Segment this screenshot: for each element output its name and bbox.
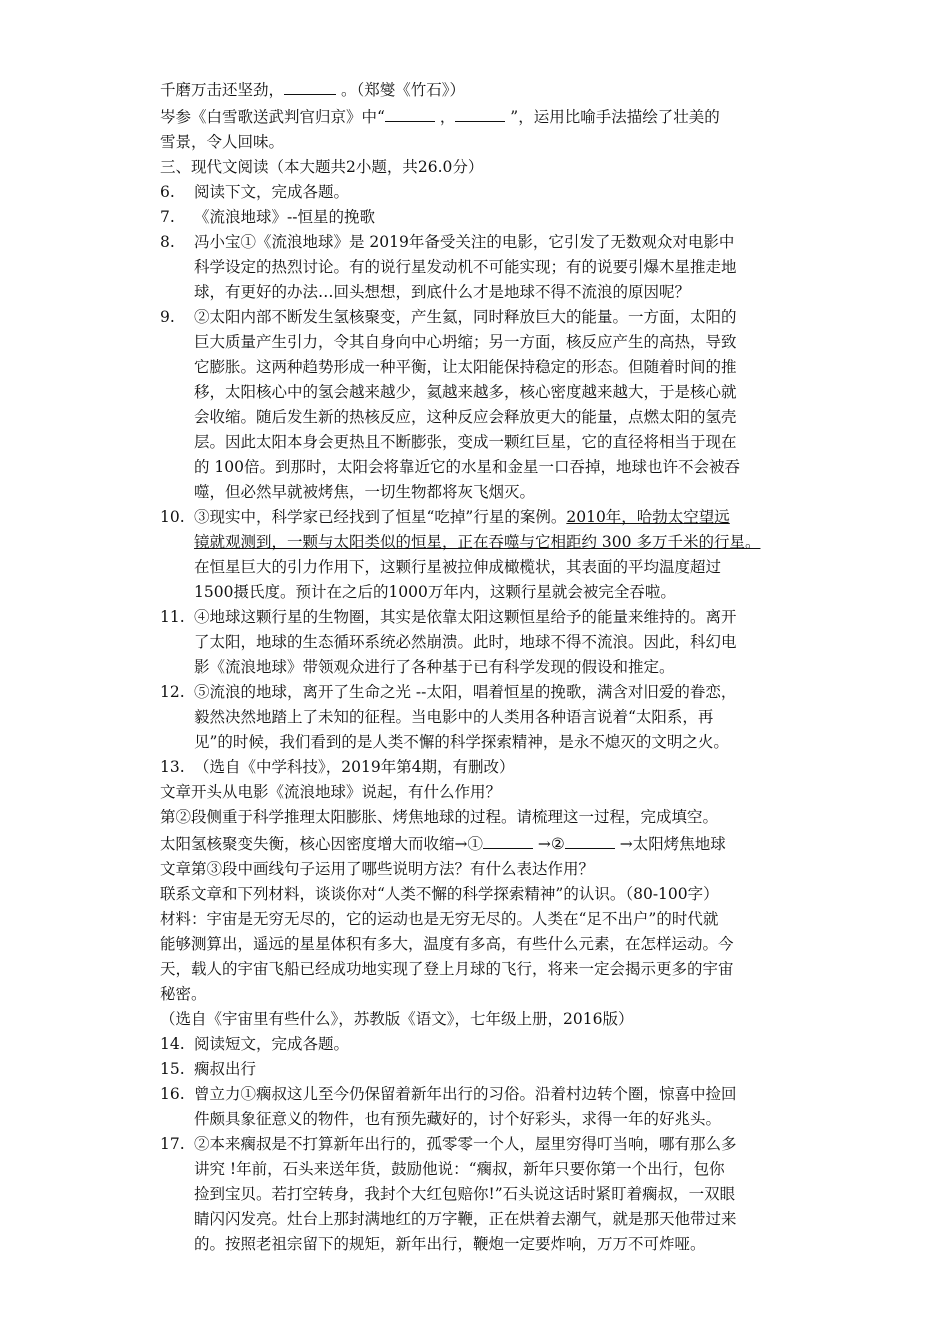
text: ”，运用比喻手法描绘了壮美的 [505, 108, 720, 126]
numbered-item [160, 605, 800, 680]
item-line: 曾立力①瘸叔这儿至今仍保留着新年出行的习俗。沿着村边转个圈，惊喜中捡回 [194, 1085, 737, 1103]
text: 。（郑燮《竹石》） [336, 81, 465, 99]
item-body [194, 680, 800, 755]
item-line: 捡到宝贝。若打空转身，我封个大红包赔你!”石头说这话时紧盯着瘸叔，一双眼 [194, 1185, 736, 1203]
numbered-item [160, 1132, 800, 1257]
text: 岑参《白雪歌送武判官归京》中“ [160, 108, 385, 126]
item-body [194, 755, 800, 780]
item-body [194, 1082, 800, 1132]
item-line: 讲究 !年前，石头来送年货，鼓励他说：“瘸叔，新年只要你第一个出行，包你 [194, 1160, 725, 1178]
item-line: 的。按照老祖宗留下的规矩，新年出行，鞭炮一定要炸响，万万不可炸哑。 [194, 1235, 706, 1253]
question-line: （选自《宇宙里有些什么》，苏教版《语文》，七年级上册，2016版） [160, 1010, 634, 1028]
fill-line [160, 830, 800, 857]
item-number: 8. [160, 233, 175, 251]
item-number: 16. [160, 1085, 185, 1103]
item-line: 见”的时候，我们看到的是人类不懈的科学探索精神，是永不熄灭的文明之火。 [194, 733, 729, 751]
item-line: 影《流浪地球》带领观众进行了各种基于已有科学发现的假设和推定。 [194, 658, 675, 676]
text: ③现实中，科学家已经找到了恒星“吃掉”行星的案例。 [194, 508, 567, 526]
question-line: 秘密。 [160, 985, 207, 1003]
poem-line-1 [160, 76, 800, 103]
item-line: 了太阳，地球的生态循环系统必然崩溃。此时，地球不得不流浪。因此，科幻电 [194, 633, 737, 651]
question-line: 材料：宇宙是无穷无尽的，它的运动也是无穷无尽的。人类在“足不出户”的时代就 [160, 910, 719, 928]
item-line: 睛闪闪发亮。灶台上那封满地红的万字鞭，正在烘着去潮气，就是那天他带过来 [194, 1210, 737, 1228]
document-page [160, 76, 800, 1257]
item-line [194, 505, 800, 530]
item-body [194, 1032, 800, 1057]
item-number: 6. [160, 183, 175, 201]
underlined-sentence: 镜就观测到，一颗与太阳类似的恒星，正在吞噬与它相距约 300 多万千米的行星。 [194, 533, 761, 551]
numbered-item [160, 1032, 800, 1057]
item-number: 12. [160, 683, 185, 701]
item-body [194, 305, 800, 505]
item-line: 瘸叔出行 [194, 1060, 257, 1078]
item-line: 阅读短文，完成各题。 [194, 1035, 350, 1053]
item-line: 的 100倍。到那时，太阳会将靠近它的水星和金星一口吞掉，地球也许不会被吞 [194, 458, 741, 476]
item-line: （选自《中学科技》，2019年第4期，有删改） [194, 758, 515, 776]
poem-line-2 [160, 103, 800, 130]
item-number: 9. [160, 308, 175, 326]
question-line: 能够测算出，遥远的星星体积有多大，温度有多高，有些什么元素，在怎样运动。今 [160, 935, 734, 953]
numbered-item [160, 205, 800, 230]
item-line: 会收缩。随后发生新的热核反应，这种反应会释放更大的能量，点燃太阳的氢壳 [194, 408, 737, 426]
question-2: 第②段侧重于科学推理太阳膨胀、烤焦地球的过程。请梳理这一过程，完成填空。 [160, 808, 719, 826]
item-body [194, 1057, 800, 1082]
item-line: ④地球这颗行星的生物圈，其实是依靠太阳这颗恒星给予的能量来维持的。离开 [194, 608, 737, 626]
item-line: 噬，但必然早就被烤焦，一切生物都将灰飞烟灭。 [194, 483, 536, 501]
item-line: 1500摄氏度。预计在之后的1000万年内，这颗行星就会被完全吞啦。 [194, 583, 676, 601]
item-number: 15. [160, 1060, 185, 1078]
answer-blank[interactable] [284, 76, 336, 95]
section-heading: 三、现代文阅读（本大题共2小题，共26.0分） [160, 158, 484, 176]
item-line: 它膨胀。这两种趋势形成一种平衡，让太阳能保持稳定的形态。但随着时间的推 [194, 358, 737, 376]
item-line: 移，太阳核心中的氢会越来越少，氦越来越多，核心密度越来越大，于是核心就 [194, 383, 737, 401]
item-number: 11. [160, 608, 185, 626]
item-body [194, 605, 800, 680]
poem-line-3: 雪景，令人回味。 [160, 133, 285, 151]
numbered-item [160, 305, 800, 505]
numbered-item [160, 180, 800, 205]
numbered-item [160, 1057, 800, 1082]
answer-blank-2[interactable] [565, 830, 615, 849]
numbered-item [160, 505, 800, 605]
item-line: 阅读下文，完成各题。 [194, 183, 350, 201]
item-line: ②太阳内部不断发生氢核聚变，产生氦，同时释放巨大的能量。一方面，太阳的 [194, 308, 737, 326]
item-line: ②本来瘸叔是不打算新年出行的，孤零零一个人，屋里穷得叮当响，哪有那么多 [194, 1135, 737, 1153]
question-line: 联系文章和下列材料，谈谈你对“人类不懈的科学探索精神”的认识。（80-100字） [160, 885, 719, 903]
item-number: 17. [160, 1135, 185, 1153]
item-body [194, 205, 800, 230]
text: →② [533, 835, 565, 853]
text: ， [434, 108, 456, 126]
numbered-item [160, 755, 800, 780]
item-line: 巨大质量产生引力，令其自身向中心坍缩；另一方面，核反应产生的高热，导致 [194, 333, 737, 351]
item-line: 球，有更好的办法…回头想想，到底什么才是地球不得不流浪的原因呢？ [194, 283, 691, 301]
numbered-item [160, 1082, 800, 1132]
answer-blank[interactable] [385, 103, 435, 122]
item-number: 7. [160, 208, 175, 226]
item-line: 件颇具象征意义的物件，也有预先藏好的，讨个好彩头，求得一年的好兆头。 [194, 1110, 722, 1128]
item-body [194, 1132, 800, 1257]
item-number: 14. [160, 1035, 185, 1053]
numbered-item [160, 680, 800, 755]
question-line: 天，载人的宇宙飞船已经成功地实现了登上月球的飞行，将来一定会揭示更多的宇宙 [160, 960, 734, 978]
item-body [194, 180, 800, 205]
item-line: 科学设定的热烈讨论。有的说行星发动机不可能实现；有的说要引爆木星推走地 [194, 258, 737, 276]
item-body [194, 505, 800, 605]
underlined-sentence: 2010年，哈勃太空望远 [566, 508, 730, 526]
question-1: 文章开头从电影《流浪地球》说起，有什么作用？ [160, 783, 502, 801]
item-line: 《流浪地球》--恒星的挽歌 [194, 208, 375, 226]
item-number: 13. [160, 758, 185, 776]
item-line: ⑤流浪的地球，离开了生命之光 --太阳，唱着恒星的挽歌，满含对旧爱的眷恋， [194, 683, 737, 701]
item-number: 10. [160, 508, 185, 526]
item-body [194, 230, 800, 305]
answer-blank-1[interactable] [483, 830, 533, 849]
text: 千磨万击还坚劲， [160, 81, 285, 99]
answer-blank[interactable] [455, 103, 505, 122]
question-line: 文章第③段中画线句子运用了哪些说明方法？有什么表达作用？ [160, 860, 595, 878]
item-line: 层。因此太阳本身会更热且不断膨张，变成一颗红巨星，它的直径将相当于现在 [194, 433, 737, 451]
text: 太阳氢核聚变失衡，核心因密度增大而收缩→① [160, 835, 483, 853]
text: →太阳烤焦地球 [614, 835, 726, 853]
item-line: 冯小宝①《流浪地球》是 2019年备受关注的电影，它引发了无数观众对电影中 [194, 233, 735, 251]
item-line: 在恒星巨大的引力作用下，这颗行星被拉伸成橄榄状，其表面的平均温度超过 [194, 558, 722, 576]
numbered-item [160, 230, 800, 305]
item-line: 毅然决然地踏上了未知的征程。当电影中的人类用各种语言说着“太阳系，再 [194, 708, 714, 726]
